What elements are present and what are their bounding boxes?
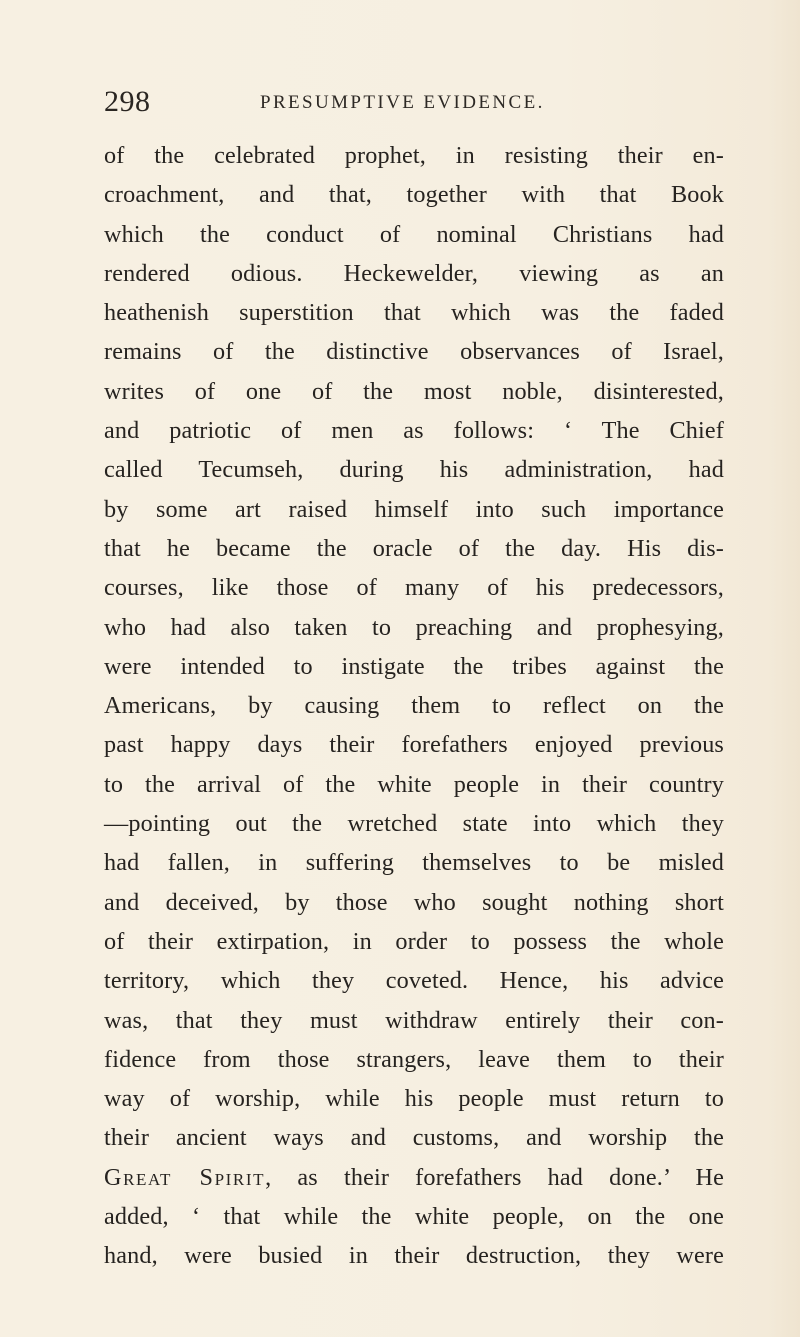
text-line: that he became the oracle of the day. His dis- bbox=[104, 534, 724, 562]
text-line: to the arrival of the white people in their country bbox=[104, 770, 724, 798]
text-line bbox=[104, 1158, 724, 1197]
text-line: were intended to instigate the tribes against the bbox=[104, 652, 724, 680]
great-spirit-smallcaps: Great Spirit bbox=[104, 1163, 266, 1191]
body-text bbox=[104, 136, 724, 1276]
text-line: had fallen, in suffering themselves to be misled bbox=[104, 849, 724, 877]
text-line: Americans, by causing them to reflect on the bbox=[104, 692, 724, 720]
text-line: of their extirpation, in order to possess the whole bbox=[104, 927, 724, 955]
text-line: heathenish superstition that which was the faded bbox=[104, 299, 724, 327]
text-line: was, that they must withdraw entirely their con- bbox=[104, 1006, 724, 1034]
text-line: who had also taken to preaching and prophesying, bbox=[104, 613, 724, 641]
page-header bbox=[104, 84, 724, 120]
text-line: rendered odious. Heckewelder, viewing as an bbox=[104, 259, 724, 287]
text-line: by some art raised himself into such importance bbox=[104, 495, 724, 523]
text-line: hand, were busied in their destruction, they were bbox=[104, 1242, 724, 1270]
page-number: 298 bbox=[104, 85, 151, 118]
text-line: their ancient ways and customs, and worship the bbox=[104, 1124, 724, 1152]
text-line: and patriotic of men as follows: ‘ The Chief bbox=[104, 417, 724, 445]
text-line: remains of the distinctive observances of Israel, bbox=[104, 338, 724, 366]
text-line: —pointing out the wretched state into which they bbox=[104, 810, 724, 838]
text-line: courses, like those of many of his predecessors, bbox=[104, 574, 724, 602]
text-line: called Tecumseh, during his administration, had bbox=[104, 456, 724, 484]
text-line: and deceived, by those who sought nothing short bbox=[104, 888, 724, 916]
text-line: way of worship, while his people must return to bbox=[104, 1085, 724, 1113]
text-line: territory, which they coveted. Hence, his advice bbox=[104, 967, 724, 995]
text-line: croachment, and that, together with that Book bbox=[104, 181, 724, 209]
text-line: of the celebrated prophet, in resisting their en- bbox=[104, 142, 724, 169]
text-line: fidence from those strangers, leave them to their bbox=[104, 1045, 724, 1073]
running-head: PRESUMPTIVE EVIDENCE. bbox=[260, 92, 545, 113]
text-line: which the conduct of nominal Christians had bbox=[104, 220, 724, 248]
text-line: writes of one of the most noble, disinterested, bbox=[104, 377, 724, 405]
text-line-rest: , as their forefathers had done.’ He bbox=[265, 1163, 724, 1191]
text-line: added, ‘ that while the white people, on the one bbox=[104, 1203, 724, 1231]
text-line: past happy days their forefathers enjoyed previous bbox=[104, 731, 724, 759]
